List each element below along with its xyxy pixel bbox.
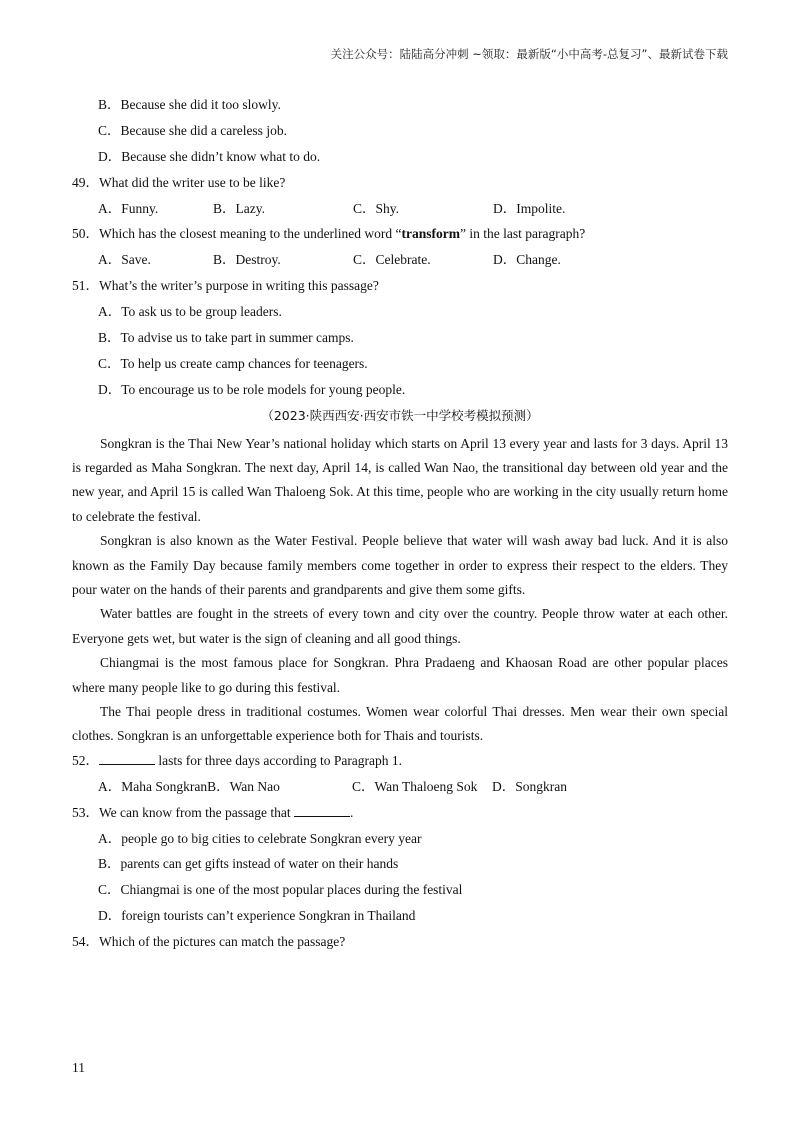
q53-option-b: B．parents can get gifts instead of water on their hands — [98, 856, 399, 872]
q53-option-d: D．foreign tourists can’t experience Songkran in Thailand — [98, 908, 416, 924]
q49-option-d: D．Impolite. — [493, 200, 566, 216]
q50-option-c: C．Celebrate. — [353, 252, 431, 268]
page-content — [72, 95, 728, 958]
passage-paragraph: The Thai people dress in traditional costumes. Women wear colorful Thai dresses. Men wear their own special clothes. Songkran is an unforgettable experience both for Thais and tourists. — [72, 704, 728, 744]
passage-paragraph: Songkran is also known as the Water Festival. People believe that water will wash away bad luck. And it is also known as the Family Day because family members come together in order to express their respect to the elders. They pour water on the hands of their parents and grandparents and give them some gifts. — [72, 533, 728, 598]
q51-option-d: D．To encourage us to be role models for young people. — [98, 381, 406, 397]
q49-option-b: B．Lazy. — [213, 200, 265, 216]
q53-stem-before: 53．We can know from the passage that — [72, 804, 294, 820]
q50-stem-before: 50．Which has the closest meaning to the underlined word “ — [72, 226, 402, 242]
q49-options — [72, 199, 728, 225]
q50-option-a: A．Save. — [98, 252, 151, 268]
q52-blank — [99, 752, 155, 765]
q50-option-d: D．Change. — [493, 252, 561, 268]
q50-options — [72, 250, 728, 276]
q51-stem: 51．What’s the writer’s purpose in writing this passage? — [72, 278, 379, 294]
q51-option-a: A．To ask us to be group leaders. — [98, 304, 282, 320]
q48-option-d: D．Because she didn’t know what to do. — [98, 148, 321, 164]
q52-number: 52． — [72, 752, 99, 768]
passage-source: （2023·陕西西安·西安市铁一中学校考模拟预测） — [261, 407, 539, 423]
passage-paragraph: Chiangmai is the most famous place for Songkran. Phra Pradaeng and Khaosan Road are other popular places where many people like to go during this festival. — [72, 655, 728, 695]
q51-option-c: C．To help us create camp chances for teenagers. — [98, 355, 368, 371]
q50-stem — [72, 224, 728, 250]
q53-option-c: C．Chiangmai is one of the most popular places during the festival — [98, 882, 463, 898]
passage-paragraph: Water battles are fought in the streets of every town and city over the country. People throw water at each other. Everyone gets wet, but water is the sign of cleaning and all good things. — [72, 606, 728, 646]
passage-paragraph: Songkran is the Thai New Year’s national holiday which starts on April 13 every year and lasts for 3 days. April 13 is regarded as Maha Songkran. The next day, April 14, is called Wan Nao, the transitional day between old year and the new year, and April 15 is called Wan Thaloeng Sok. At this time, people who are working in the city usually return home to celebrate the festival. — [72, 435, 728, 524]
q53-blank — [294, 804, 350, 817]
q53-stem — [72, 803, 728, 829]
page-number: 11 — [72, 1060, 85, 1075]
q52-option-d: D．Songkran — [492, 778, 567, 794]
q52-stem-after: lasts for three days according to Paragraph 1. — [155, 752, 403, 768]
q50-stem-after: ” in the last paragraph? — [460, 226, 586, 242]
page-header: 关注公众号：陆陆高分冲刺 ~领取：最新版“小中高考-总复习”、最新试卷下载 — [330, 47, 728, 61]
q49-option-c: C．Shy. — [353, 200, 400, 216]
q49-option-a: A．Funny. — [98, 200, 159, 216]
q52-option-ab: A．Maha SongkranB．Wan Nao — [98, 778, 280, 794]
q49-stem: 49．What did the writer use to be like? — [72, 174, 286, 190]
q52-stem — [72, 751, 728, 777]
q52-options — [72, 777, 728, 803]
q50-stem-word: transform — [401, 226, 461, 242]
q48-option-b: B．Because she did it too slowly. — [98, 97, 281, 112]
q48-option-c: C．Because she did a careless job. — [98, 122, 287, 138]
q53-stem-after: . — [349, 804, 354, 820]
q50-option-b: B．Destroy. — [213, 252, 281, 268]
q52-option-c: C．Wan Thaloeng Sok — [352, 778, 478, 794]
q53-option-a: A．people go to big cities to celebrate Songkran every year — [98, 830, 422, 846]
q51-option-b: B．To advise us to take part in summer camps. — [98, 330, 354, 346]
q54-stem: 54．Which of the pictures can match the passage? — [72, 934, 346, 950]
